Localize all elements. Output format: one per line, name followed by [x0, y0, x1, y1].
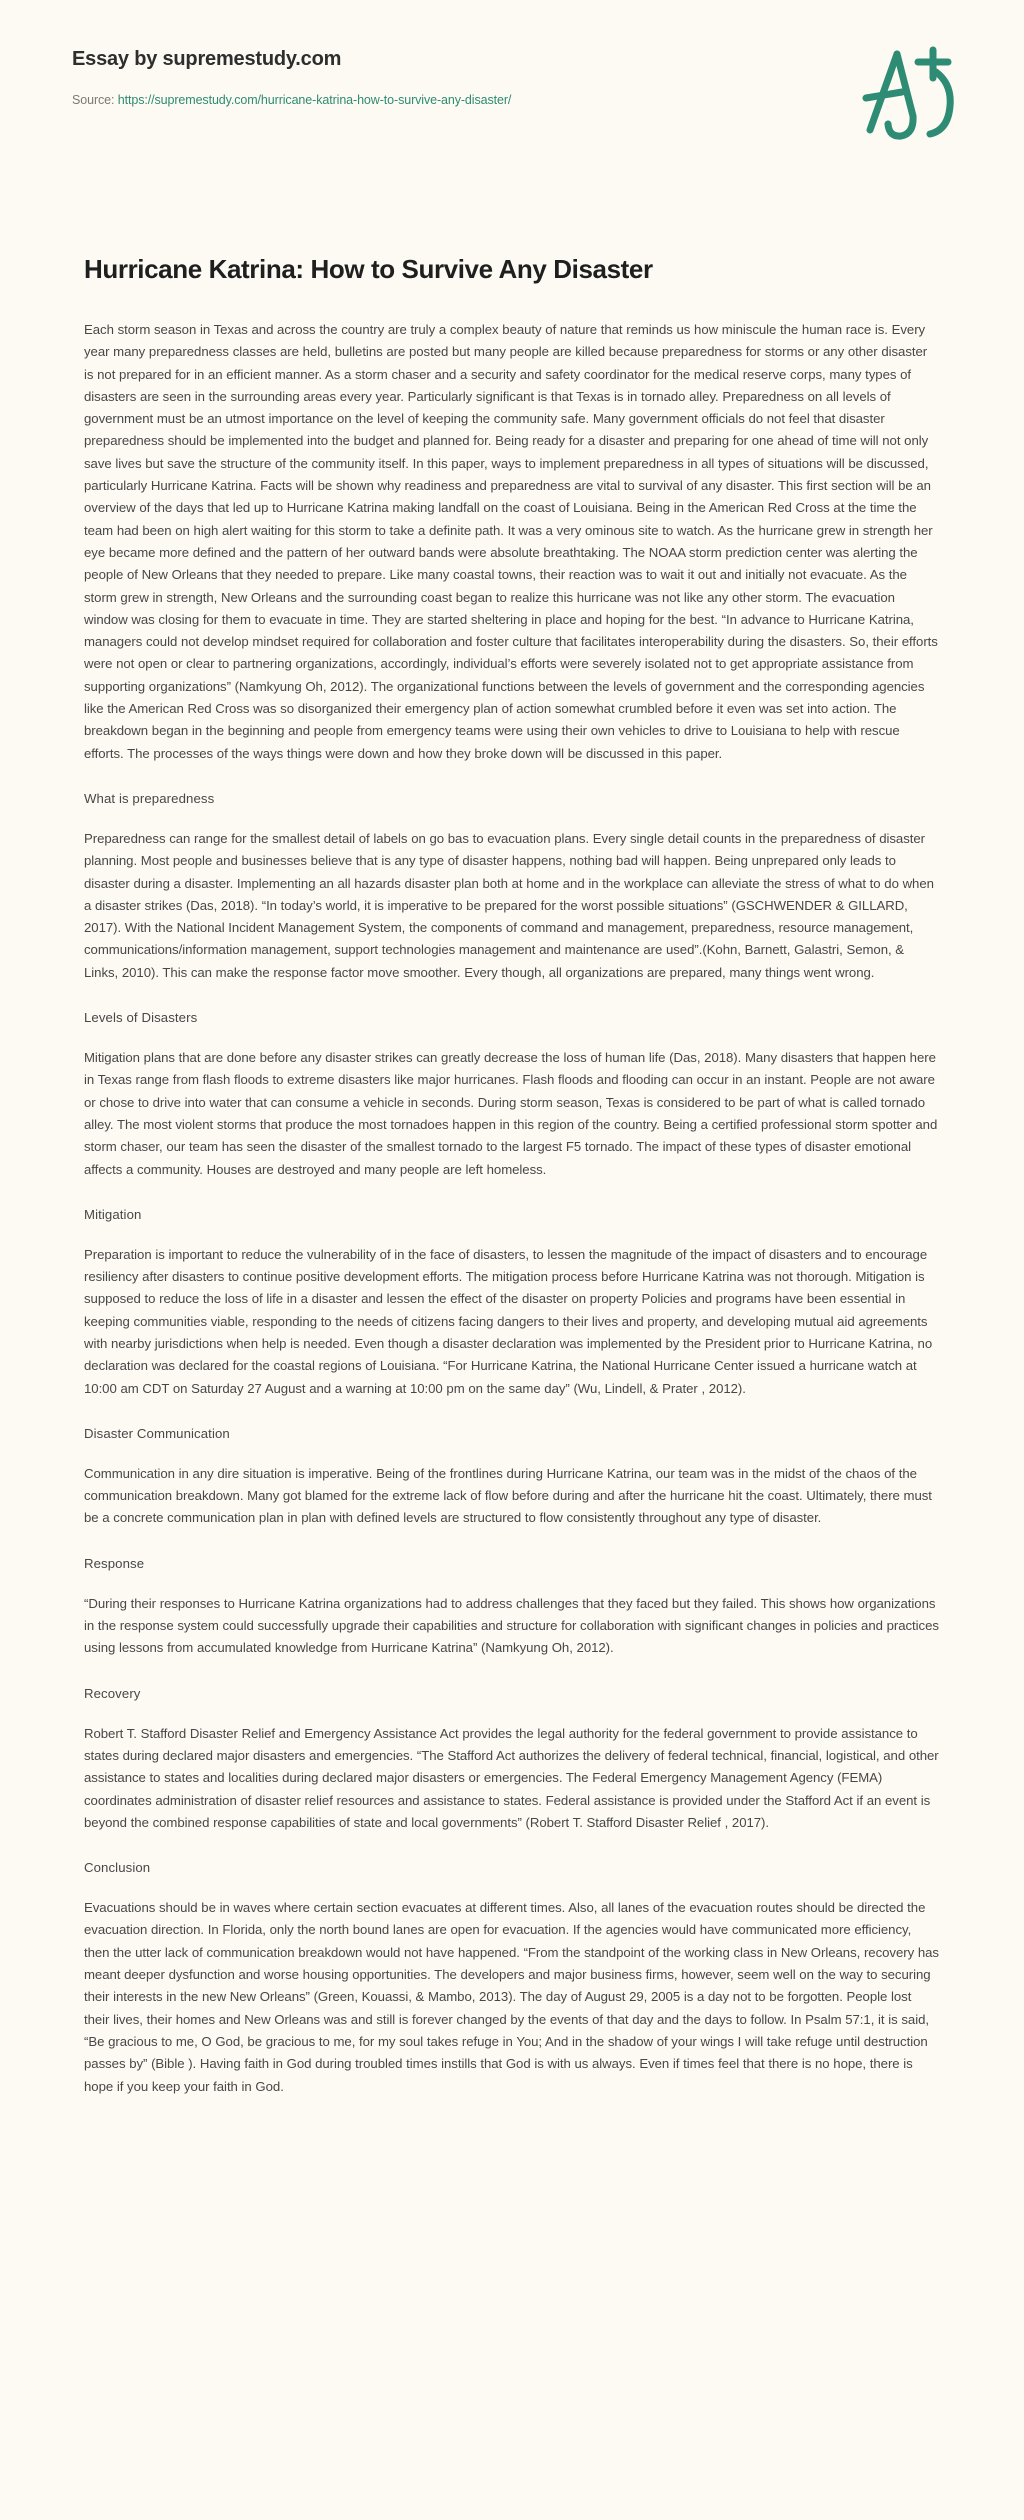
- source-label: Source:: [72, 93, 115, 107]
- source-url-link[interactable]: https://supremestudy.com/hurricane-katrina-how-to-survive-any-disaster/: [117, 93, 512, 107]
- site-header: [0, 0, 1024, 150]
- brand-title: Essay by supremestudy.com: [72, 48, 342, 70]
- body-paragraph: Preparedness can range for the smallest detail of labels on go bas to evacuation plans. Every single detail counts in the preparedness of disaster planning. Most people and businesses believe that is any type of disaster happens, nothing bad will happen. Being unprepared only leads to disaster during a disaster. Implementing an all hazards disaster plan both at home and in the workplace can alleviate the stress of what to do when a disaster strikes (Das, 2018). “In today’s world, it is imperative to be prepared for the worst possible situations” (GSCHWENDER & GILLARD, 2017). With the National Incident Management System, the components of command and management, preparedness, resource management, communications/information management, support technologies management and maintenance are used”.(Kohn, Barnett, Galastri, Semon, & Links, 2010). This can make the response factor move smoother. Every though, all organizations are prepared, many things went wrong.: [84, 830, 934, 980]
- body-paragraph: Each storm season in Texas and across the country are truly a complex beauty of nature that reminds us how miniscule the human race is. Every year many preparedness classes are held, bulletins are posted but many people are killed because preparedness for storms or any other disaster is not prepared for in an efficient manner. As a storm chaser and a security and safety coordinator for the medical reserve corps, many types of disasters are seen in the surrounding areas every year. Particularly significant is that Texas is in tornado alley. Preparedness on all levels of government must be an utmost importance on the level of keeping the community safe. Many government officials do not feel that disaster preparedness should be implemented into the budget and planned for. Being ready for a disaster and preparing for one ahead of time will not only save lives but save the structure of the community itself. In this paper, ways to implement preparedness in all types of situations will be discussed, particularly Hurricane Katrina. Facts will be shown why readiness and preparedness are vital to survival of any disaster. This first section will be an overview of the days that led up to Hurricane Katrina making landfall on the coast of Louisiana. Being in the American Red Cross at the time the team had been on high alert waiting for this storm to take a definite path. It was a very ominous site to watch. As the hurricane grew in strength her eye became more defined and the pattern of her outward bands were absolute breathtaking. The NOAA storm prediction center was alerting the people of New Orleans that they needed to prepare. Like many coastal towns, their reaction was to wait it out and initially not evacuate. As the storm grew in strength, New Orleans and the surrounding coast began to realize this hurricane was not like any other storm. The evacuation window was closing for them to evacuate in time. They are started sheltering in place and hoping for the best. “In advance to Hurricane Katrina, managers could not develop mindset required for collaboration and foster culture that facilitates interoperability during the disasters. So, their efforts were not open or clear to partnering organizations, accordingly, individual’s efforts were severely isolated not to get appropriate assistance from supporting organizations” (Namkyung Oh, 2012). The organizational functions between the levels of government and the corresponding agencies like the American Red Cross was so disorganized their emergency plan of action somewhat crumbled before it even was set into action. The breakdown began in the beginning and people from emergency teams were using their own vehicles to drive to Louisiana to help with rescue efforts. The processes of the ways things were down and how they broke down will be discussed in this paper.: [84, 322, 938, 761]
- section-heading: What is preparedness: [84, 790, 215, 806]
- source-line: [72, 93, 952, 107]
- body-paragraph: “During their responses to Hurricane Katrina organizations had to address challenges that they faced but they failed. This shows how organizations in the response system could successfully upgrade their capabilities and structure for collaboration with significant changes in policies and practices using lessons from accumulated knowledge from Hurricane Katrina” (Namkyung Oh, 2012).: [84, 1595, 939, 1656]
- section-heading: Conclusion: [84, 1860, 151, 1876]
- page-title: Hurricane Katrina: How to Survive Any Disaster: [84, 254, 653, 284]
- body-paragraph: Robert T. Stafford Disaster Relief and Emergency Assistance Act provides the legal authority for the federal government to provide assistance to states during declared major disasters and emergencies. “The Stafford Act authorizes the delivery of federal technical, financial, logistical, and other assistance to states and localities during declared major disasters or emergencies. The Federal Emergency Management Agency (FEMA) coordinates administration of disaster relief resources and assistance to states. Federal assistance is provided under the Stafford Act if an event is beyond the combined response capabilities of state and local governments” (Robert T. Stafford Disaster Relief , 2017).: [84, 1725, 939, 1830]
- section-heading: Response: [84, 1555, 145, 1571]
- body-paragraph: Evacuations should be in waves where certain section evacuates at different times. Also, all lanes of the evacuation routes should be directed the evacuation direction. In Florida, only the north bound lanes are open for evacuation. If the agencies would have communicated more efficiency, then the utter lack of communication breakdown would not have happened. “From the standpoint of the working class in New Orleans, recovery has meant deeper dysfunction and worse housing opportunities. The developers and major business firms, however, seem well on the way to securing their interests in the new New Orleans” (Green, Kouassi, & Mambo, 2013). The day of August 29, 2005 is a day not to be forgotten. People lost their lives, their homes and New Orleans was and still is forever changed by the events of that day and the days to follow. In Psalm 57:1, it is said, “Be gracious to me, O God, be gracious to me, for my soul takes refuge in You; And in the shadow of your wings I will take refuge until destruction passes by” (Bible ). Having faith in God during troubled times instills that God is with us always. Even if times feel that there is no hope, there is hope if you keep your faith in God.: [84, 1900, 939, 2094]
- body-paragraph: Communication in any dire situation is imperative. Being of the frontlines during Hurricane Katrina, our team was in the midst of the chaos of the communication breakdown. Many got blamed for the extreme lack of flow before during and after the hurricane hit the coast. Ultimately, there must be a concrete communication plan in plan with defined levels are structured to flow consistently throughout any type of disaster.: [84, 1465, 932, 1526]
- document-body: [0, 254, 1024, 2098]
- body-paragraph: Preparation is important to reduce the vulnerability of in the face of disasters, to lessen the magnitude of the impact of disasters and to encourage resiliency after disasters to continue positive development efforts. The mitigation process before Hurricane Katrina was not thorough. Mitigation is supposed to reduce the loss of life in a disaster and lessen the effect of the disaster on property Policies and programs have been essential in keeping communities viable, responding to the needs of citizens facing dangers to their lives and property, and developing mutual aid agreements with nearby jurisdictions when help is needed. Even though a disaster declaration was implemented by the President prior to Hurricane Katrina, no declaration was declared for the coastal regions of Louisiana. “For Hurricane Katrina, the National Hurricane Center issued a hurricane watch at 10:00 am CDT on Saturday 27 August and a warning at 10:00 pm on the same day” (Wu, Lindell, & Prater , 2012).: [84, 1246, 933, 1396]
- section-heading: Levels of Disasters: [84, 1010, 198, 1026]
- section-heading: Mitigation: [84, 1206, 142, 1222]
- a-plus-logo-icon: [856, 38, 966, 148]
- section-heading: Recovery: [84, 1685, 141, 1701]
- body-paragraph: Mitigation plans that are done before any disaster strikes can greatly decrease the loss of human life (Das, 2018). Many disasters that happen here in Texas range from flash floods to extreme disasters like major hurricanes. Flash floods and flooding can occur in an instant. People are not aware or chose to drive into water that can consume a vehicle in seconds. During storm season, Texas is considered to be part of what is called tornado alley. The most violent storms that produce the most tornadoes happen in this region of the country. Being a certified professional storm spotter and storm chaser, our team has seen the disaster of the smallest tornado to the largest F5 tornado. The impact of these types of disaster emotional affects a community. Houses are destroyed and many people are left homeless.: [84, 1050, 938, 1177]
- section-heading: Disaster Communication: [84, 1425, 230, 1441]
- sections-container: [84, 319, 940, 2098]
